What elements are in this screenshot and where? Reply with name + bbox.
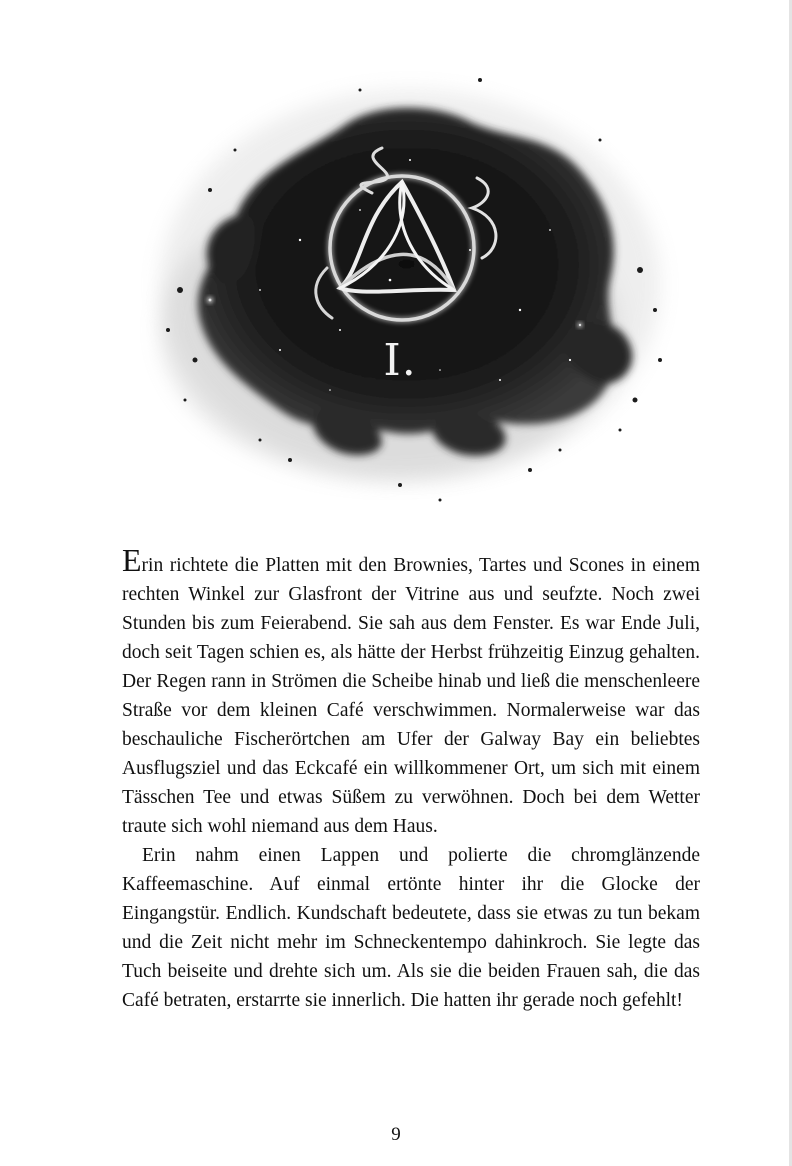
ink-splash-illustration	[140, 30, 680, 520]
page-number: 9	[391, 1124, 401, 1145]
drop-cap: E	[122, 542, 142, 578]
chapter-number: I.	[383, 335, 417, 386]
paragraph-2: Erin nahm einen Lappen und polierte die chromglänzende Kaffeemaschine. Auf einmal ertönte hinter ihr die Glocke der Eingangstür. Endlich. Kundschaft bedeutete, dass sie etwas zu tun bekam und die Zeit nicht mehr im Schneckentempo dahinkroch. Sie legte das Tuch beiseite und drehte sich um. Als sie die beiden Frauen sah, die das Café betraten, erstarrte sie innerlich. Die hatten ihr gerade noch gefehlt!	[122, 845, 700, 1011]
chapter-header-art	[140, 30, 680, 520]
paragraph-1-text: rin richtete die Platten mit den Brownies, Tartes und Scones in einem rechten Winkel zur Glasfront der Vitrine aus und seufzte. Noch zwei Stunden bis zum Feierabend. Sie sah aus dem Fenster. Es war Ende Juli, doch seit Tagen schien es, als hätte der Herbst frühzeitig Einzug gehalten. Der Regen rann in Strömen die Scheibe hinab und ließ die menschenleere Straße vor dem kleinen Café verschwimmen. Normalerweise war das beschauliche Fischerörtchen am Ufer der Galway Bay ein beliebtes Ausflugsziel und das Eckcafé ein willkommener Ort, um sich mit einem Tässchen Tee und etwas Süßem zu verwöhnen. Doch bei dem Wetter traute sich wohl niemand aus dem Haus.	[122, 555, 700, 837]
chapter-body	[122, 542, 700, 1015]
paragraph-1	[122, 542, 700, 841]
